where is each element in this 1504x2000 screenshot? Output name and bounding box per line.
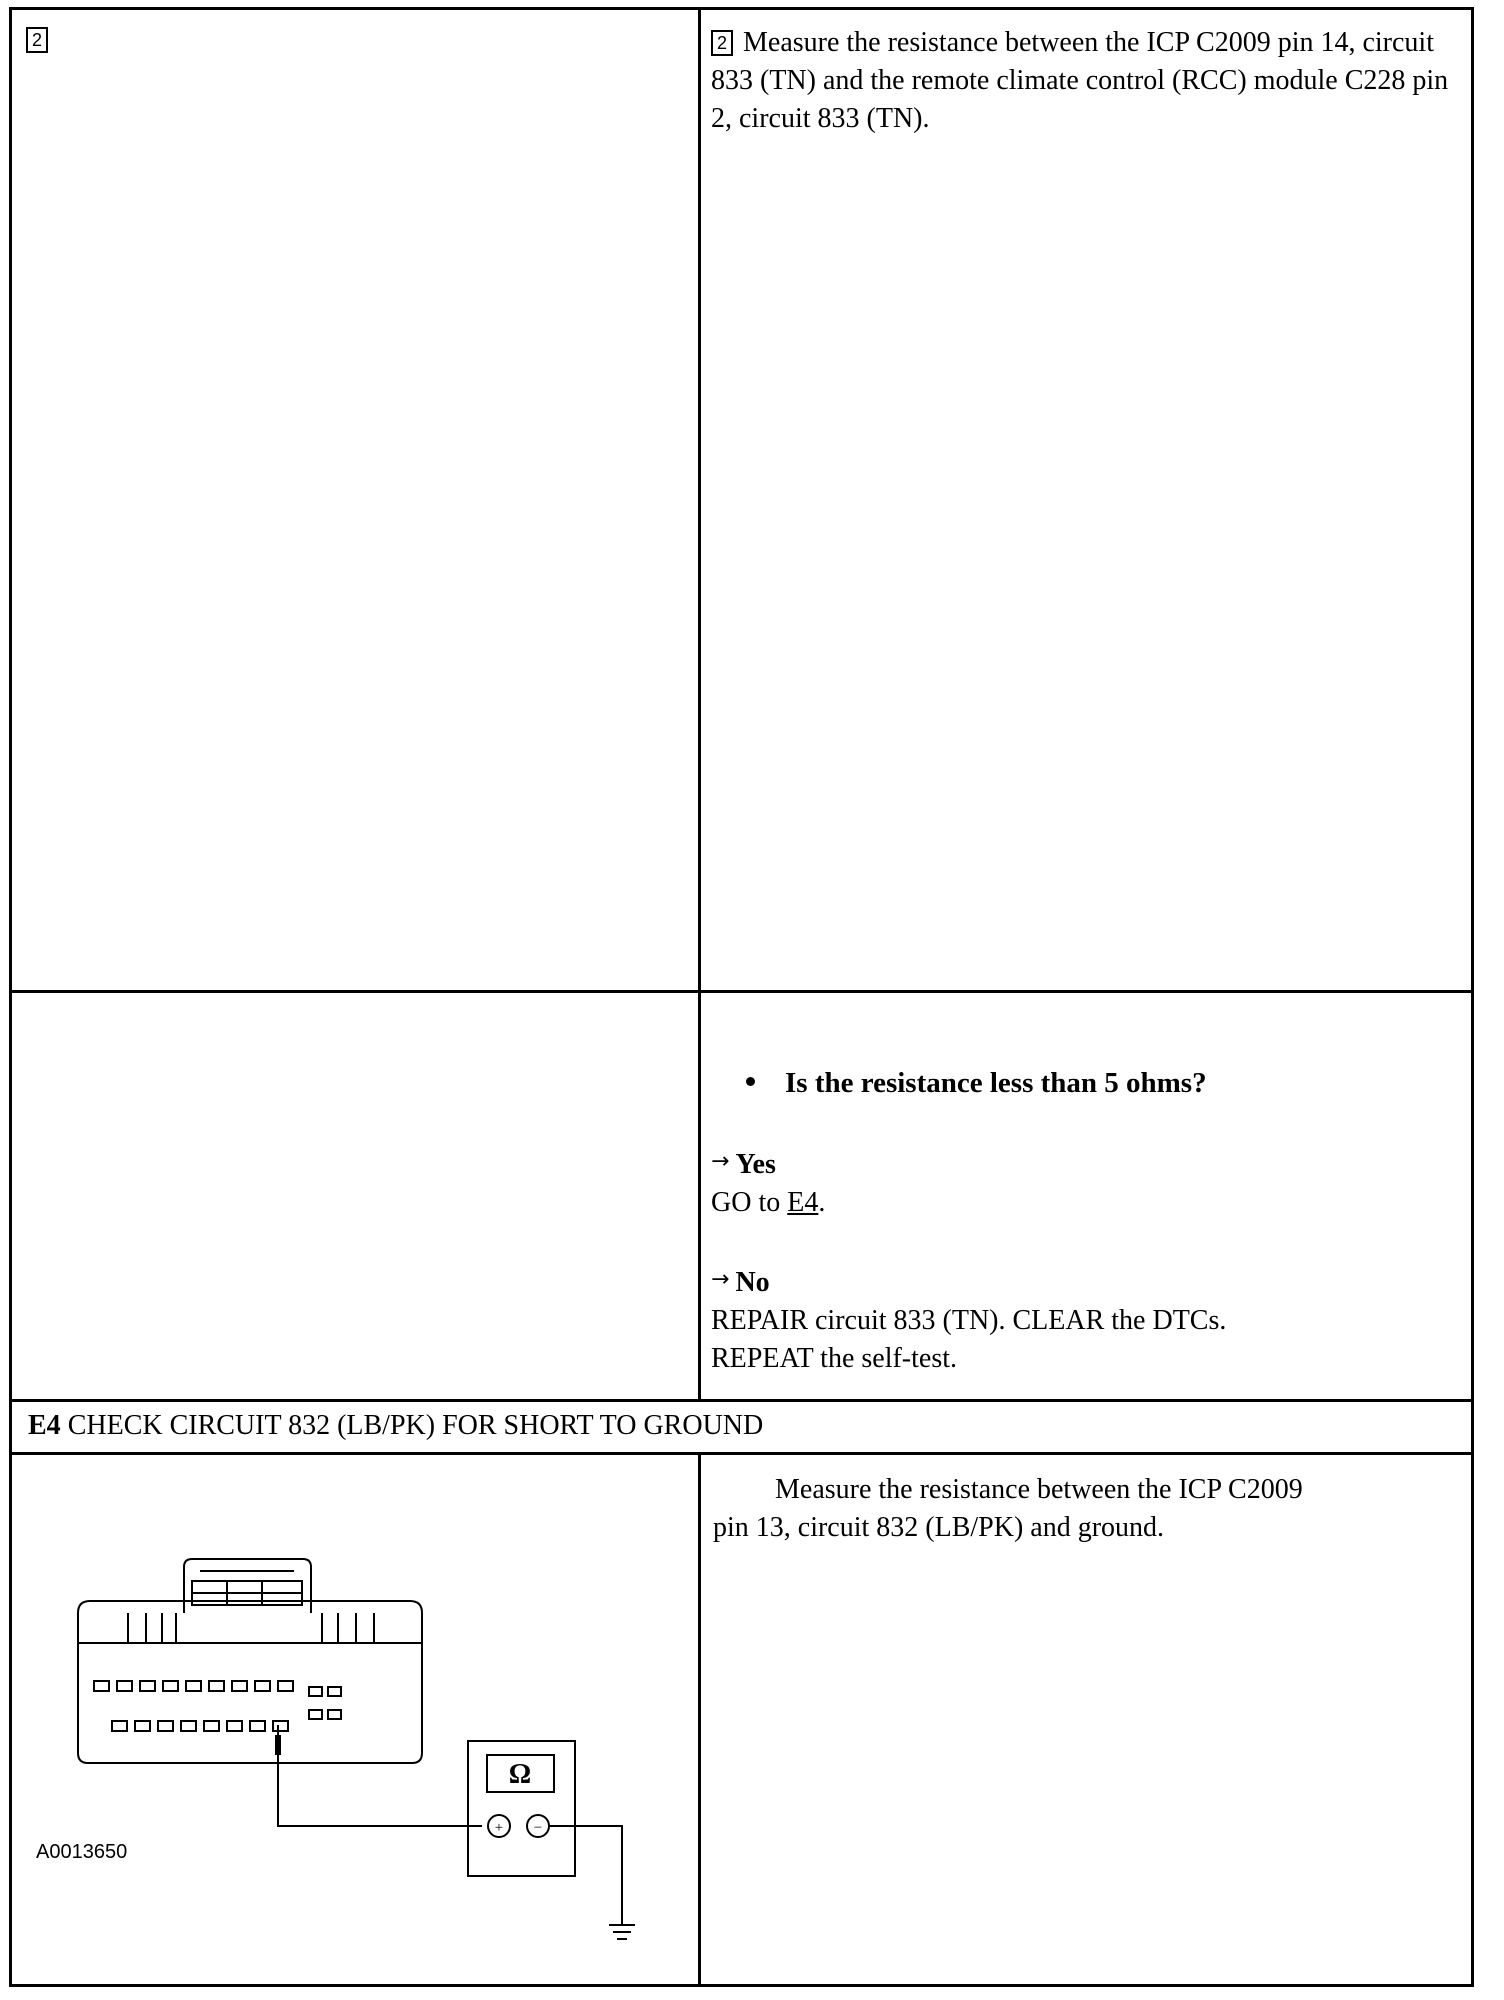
e4-instruction-cell — [701, 1455, 1471, 1984]
table-border-bottom — [9, 1984, 1474, 1987]
yes-action-prefix: GO to — [711, 1187, 788, 1218]
question-item — [746, 1064, 1207, 1102]
section-header — [12, 1402, 1471, 1452]
no-action-line-2: REPEAT the self-test. — [711, 1343, 958, 1374]
step-instruction-text: Measure the resistance between the ICP C2009 pin 14, circuit 833 (TN) and the remote climate control (RCC) module C228 pin 2, circuit 833 (TN). — [711, 27, 1449, 134]
yes-action-suffix: . — [818, 1187, 826, 1218]
table-border-right — [1471, 7, 1474, 1987]
step-number-badge: 2 — [26, 27, 48, 53]
right-arrow-icon: → — [711, 1267, 730, 1292]
step-instruction-cell — [701, 10, 1471, 990]
goto-e4-link[interactable]: E4 — [787, 1187, 819, 1218]
question-text: Is the resistance less than 5 ohms? — [785, 1067, 1207, 1099]
step-image-cell — [12, 10, 698, 990]
section-title: CHECK CIRCUIT 832 (LB/PK) FOR SHORT TO GROUND — [67, 1410, 764, 1441]
connector-diagram — [12, 1455, 698, 1984]
e4-instruction-line-1: Measure the resistance between the ICP C2009 — [775, 1474, 1303, 1505]
bullet-icon — [746, 1077, 755, 1086]
e4-instruction-line-2: pin 13, circuit 832 (LB/PK) and ground. — [713, 1512, 1165, 1543]
connector-figure-cell — [12, 1455, 698, 1984]
question-cell — [701, 993, 1471, 1399]
no-result — [711, 1261, 1226, 1378]
meter-ohm-symbol: Ω — [508, 1759, 532, 1790]
step-number-badge: 2 — [711, 30, 733, 56]
test-lead — [278, 1725, 482, 1826]
meter-plus-label: + — [494, 1820, 504, 1836]
yes-result — [711, 1143, 825, 1222]
meter-minus-label: − — [533, 1820, 543, 1836]
no-label: No — [735, 1267, 770, 1298]
yes-label: Yes — [735, 1149, 776, 1180]
procedure-table — [9, 7, 1474, 1987]
right-arrow-icon: → — [711, 1149, 730, 1174]
figure-id: A0013650 — [36, 1841, 128, 1863]
section-id: E4 — [28, 1410, 61, 1441]
no-action-line-1: REPAIR circuit 833 (TN). CLEAR the DTCs. — [711, 1305, 1227, 1336]
